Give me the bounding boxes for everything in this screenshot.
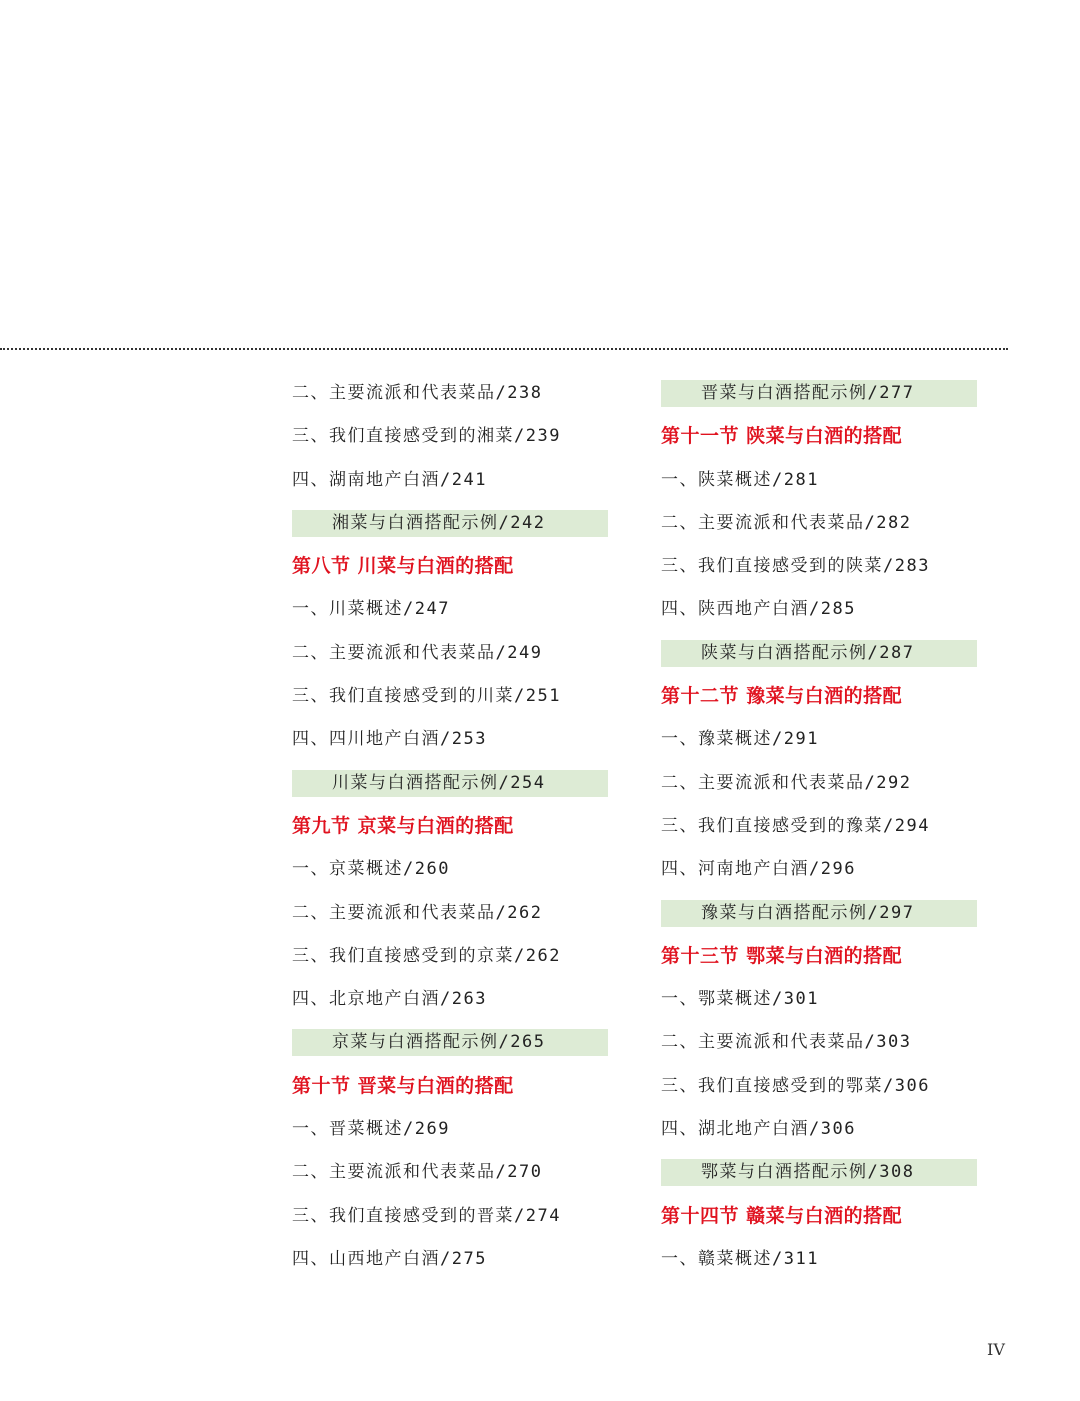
toc-item[interactable]: 一、京菜概述/260	[292, 859, 450, 880]
toc-item[interactable]: 四、陕西地产白酒/285	[661, 599, 856, 620]
toc-example-entry[interactable]	[661, 632, 977, 675]
page-number: IV	[987, 1340, 1005, 1359]
toc-item[interactable]: 二、主要流派和代表菜品/282	[661, 512, 912, 533]
toc-item[interactable]: 三、我们直接感受到的陕菜/283	[661, 556, 930, 577]
toc-item[interactable]: 三、我们直接感受到的晋菜/274	[292, 1205, 561, 1226]
toc-section-heading[interactable]: 第十二节 豫菜与白酒的搭配	[661, 685, 903, 708]
toc-section-heading[interactable]: 第十三节 鄂菜与白酒的搭配	[661, 944, 903, 967]
toc-example-label: 豫菜与白酒搭配示例/297	[701, 902, 915, 923]
toc-item[interactable]: 四、山西地产白酒/275	[292, 1248, 487, 1269]
toc-example-label: 湘菜与白酒搭配示例/242	[332, 512, 546, 533]
toc-example-label: 陕菜与白酒搭配示例/287	[701, 642, 915, 663]
toc-item[interactable]: 三、我们直接感受到的川菜/251	[292, 686, 561, 707]
toc-example-entry[interactable]	[292, 1021, 608, 1064]
toc-section-heading[interactable]: 第十四节 赣菜与白酒的搭配	[661, 1204, 903, 1227]
toc-section-heading[interactable]: 第十节 晋菜与白酒的搭配	[292, 1074, 514, 1097]
toc-item[interactable]: 四、四川地产白酒/253	[292, 729, 487, 750]
toc-item[interactable]: 二、主要流派和代表菜品/292	[661, 772, 912, 793]
toc-item[interactable]: 一、陕菜概述/281	[661, 469, 819, 490]
toc-item[interactable]: 三、我们直接感受到的鄂菜/306	[661, 1075, 930, 1096]
toc-example-entry[interactable]	[661, 1151, 977, 1194]
toc-item[interactable]: 一、鄂菜概述/301	[661, 989, 819, 1010]
toc-item[interactable]: 二、主要流派和代表菜品/303	[661, 1032, 912, 1053]
toc-example-label: 京菜与白酒搭配示例/265	[332, 1032, 546, 1053]
toc-item[interactable]: 二、主要流派和代表菜品/262	[292, 902, 543, 923]
toc-example-entry[interactable]	[292, 762, 608, 805]
toc-item[interactable]: 三、我们直接感受到的豫菜/294	[661, 815, 930, 836]
toc-example-label: 鄂菜与白酒搭配示例/308	[701, 1162, 915, 1183]
toc-right-column	[661, 372, 977, 1281]
toc-item[interactable]: 三、我们直接感受到的湘菜/239	[292, 426, 561, 447]
toc-example-entry[interactable]	[661, 892, 977, 935]
toc-item[interactable]: 三、我们直接感受到的京菜/262	[292, 945, 561, 966]
toc-section-heading[interactable]: 第九节 京菜与白酒的搭配	[292, 814, 514, 837]
toc-item[interactable]: 一、赣菜概述/311	[661, 1248, 819, 1269]
toc-item[interactable]: 二、主要流派和代表菜品/249	[292, 642, 543, 663]
toc-example-label: 晋菜与白酒搭配示例/277	[701, 383, 915, 403]
toc-item[interactable]: 四、湖北地产白酒/306	[661, 1119, 856, 1140]
toc-example-label: 川菜与白酒搭配示例/254	[332, 772, 546, 793]
toc-item[interactable]: 二、主要流派和代表菜品/270	[292, 1162, 543, 1183]
toc-item[interactable]: 四、河南地产白酒/296	[661, 859, 856, 880]
toc-left-column	[292, 372, 608, 1281]
toc-item[interactable]: 一、川菜概述/247	[292, 599, 450, 620]
toc-section-heading[interactable]: 第八节 川菜与白酒的搭配	[292, 555, 514, 578]
toc-section-heading[interactable]: 第十一节 陕菜与白酒的搭配	[661, 425, 903, 448]
toc-item[interactable]: 一、豫菜概述/291	[661, 729, 819, 750]
toc-item[interactable]: 一、晋菜概述/269	[292, 1119, 450, 1140]
toc-example-entry[interactable]	[292, 502, 608, 545]
toc-item[interactable]: 二、主要流派和代表菜品/238	[292, 383, 543, 403]
toc-example-entry[interactable]	[661, 372, 977, 415]
toc-item[interactable]: 四、湖南地产白酒/241	[292, 469, 487, 490]
dotted-divider	[0, 348, 1008, 350]
toc-item[interactable]: 四、北京地产白酒/263	[292, 989, 487, 1010]
